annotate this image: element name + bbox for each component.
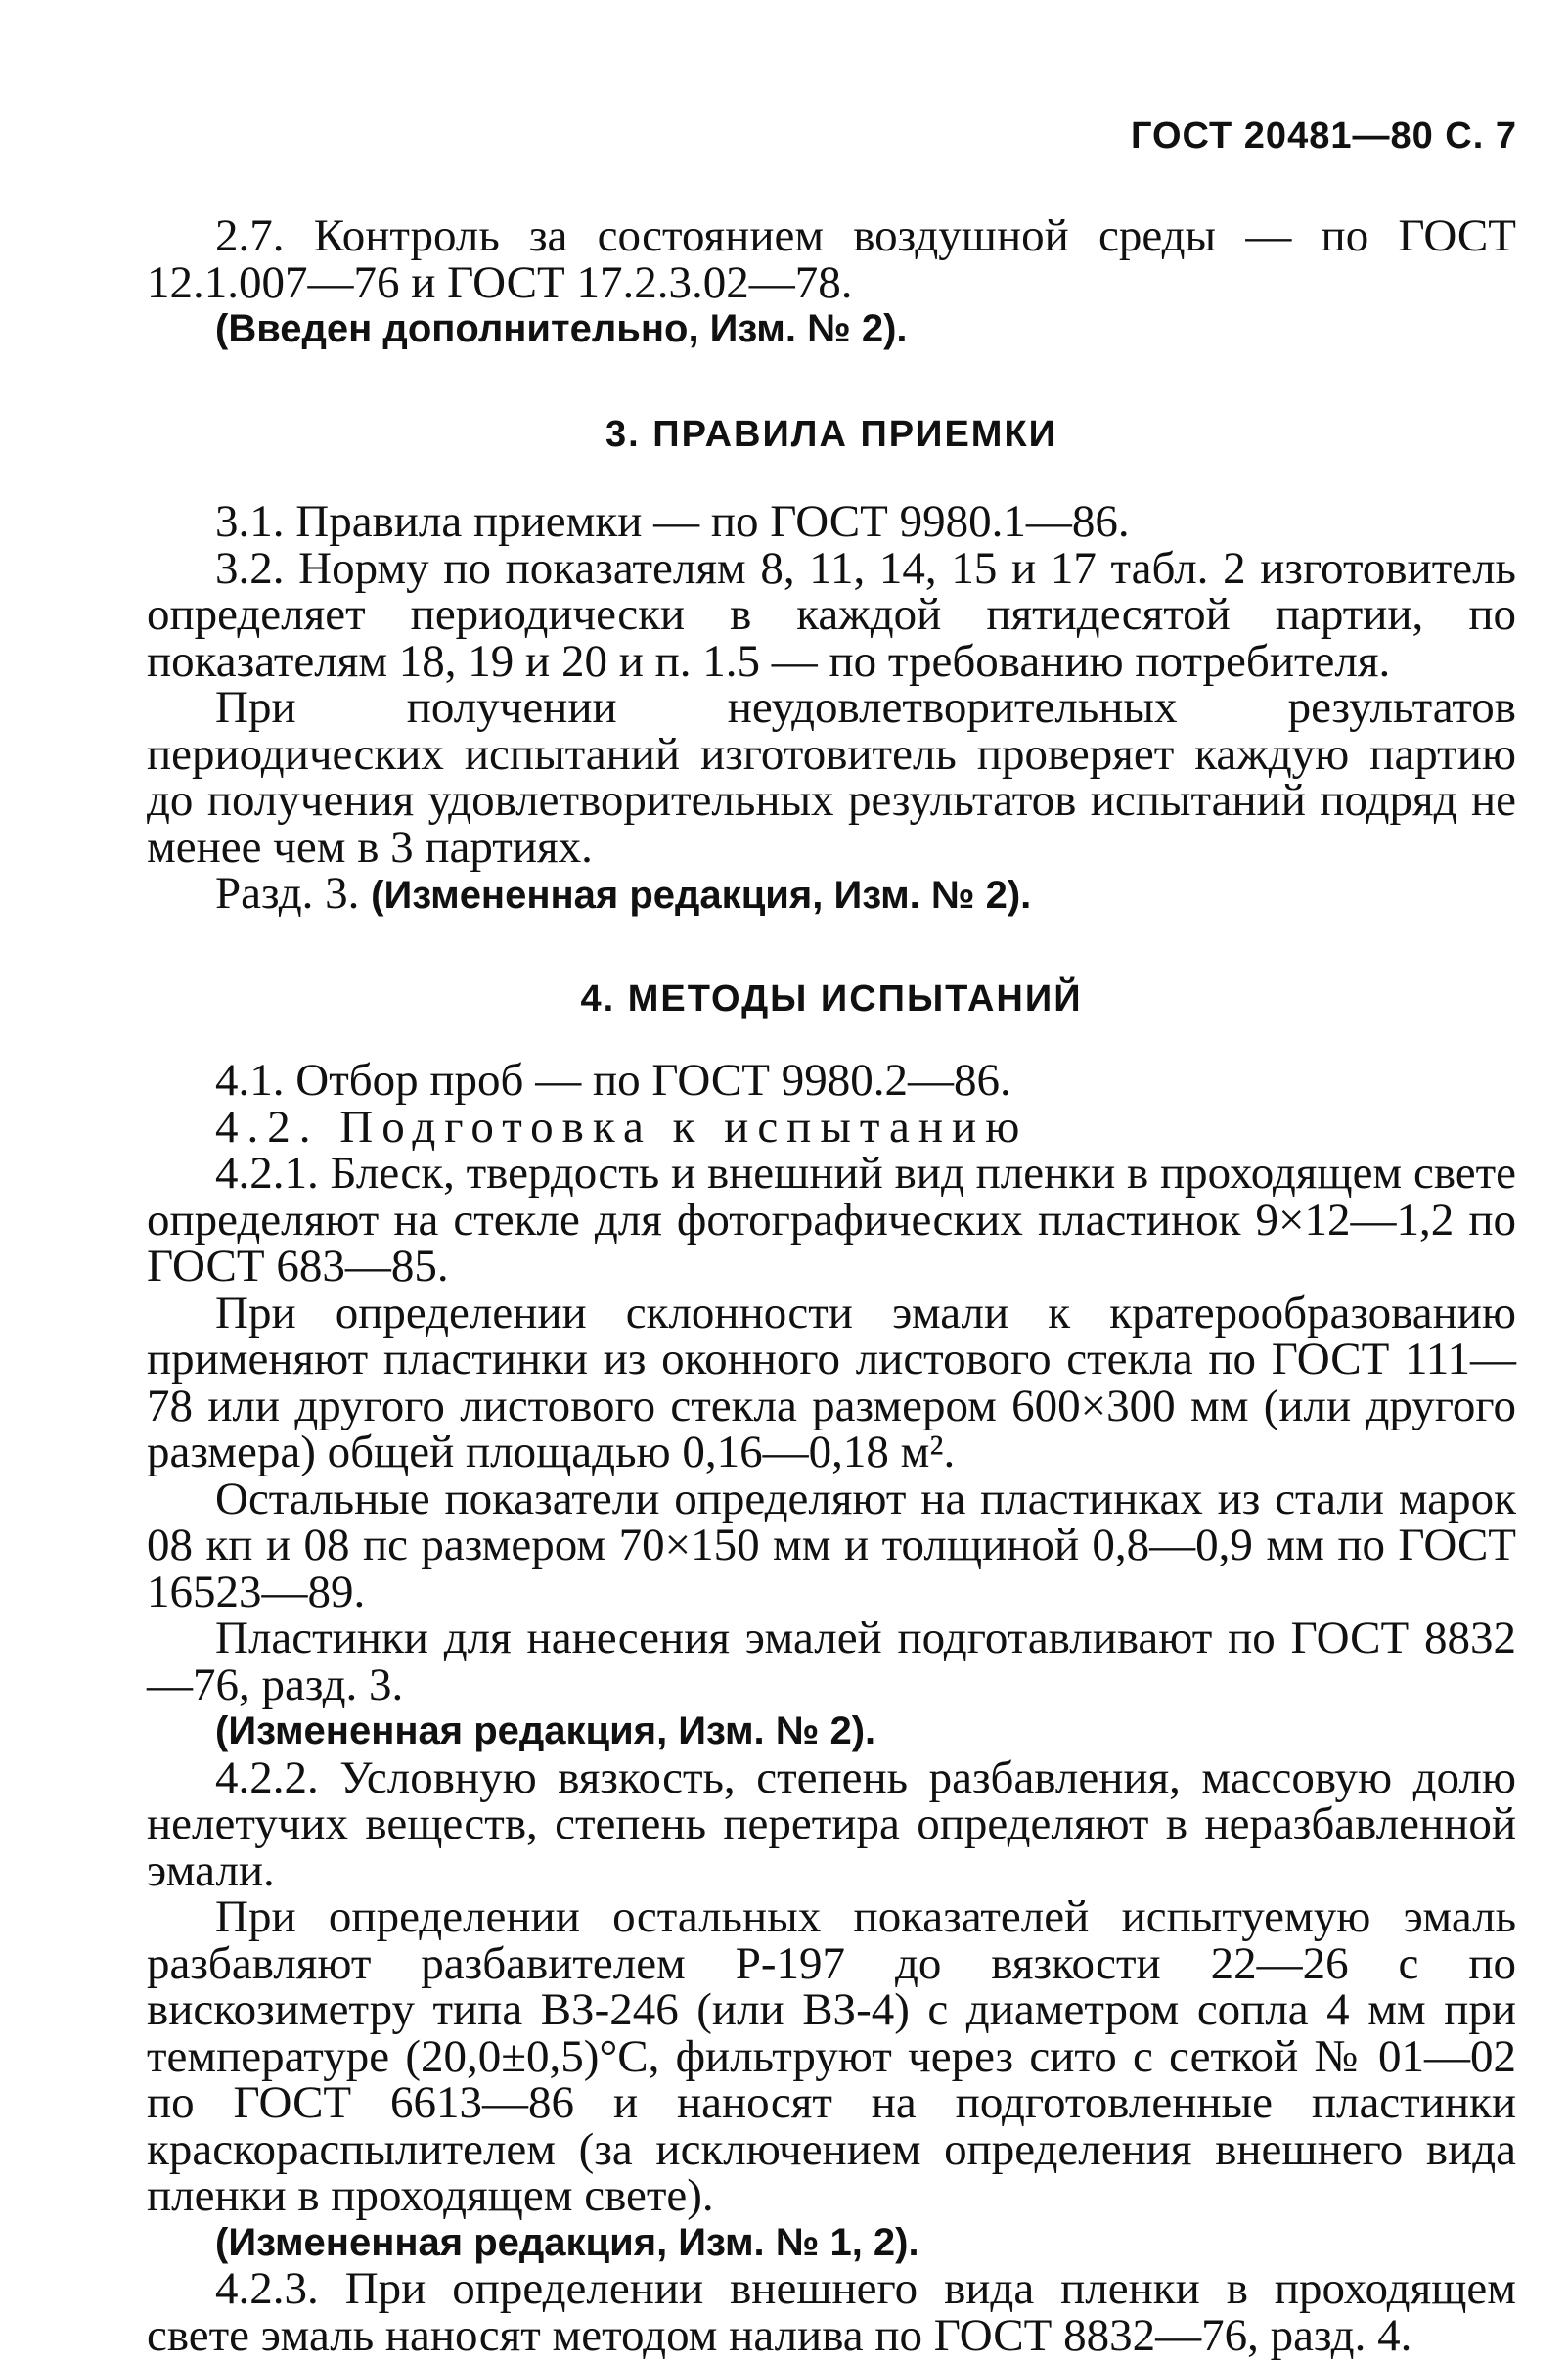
paragraph-4-2-heading: 4.2. Подготовка к испытанию [215,1101,1029,1153]
page-header: ГОСТ 20481—80 С. 7 [1130,115,1517,157]
amendment-note-4-2-2: (Измененная редакция, Изм. № 1, 2). [215,2220,919,2264]
section-3-title: 3. ПРАВИЛА ПРИЕМКИ [605,413,1057,455]
paragraph-4-2-2: 4.2.2. Условную вязкость, степень разбавления, массовую долю нелетучих веществ, степень перетира определяют в неразбавленной эмали. [147,1751,1516,1896]
paragraph-4-2-1-steel: Остальные показатели определяют на пластинках из стали марок 08 кп и 08 пс размером 70×150 мм и толщиной 0,8—0,9 мм по ГОСТ 16523—89. [147,1473,1516,1617]
note-text: (Измененная редакция, Изм. № 2). [371,874,1032,917]
paragraph-4-2-1: 4.2.1. Блеск, твердость и внешний вид пленки в проходящем свете определяют на стекле для фотографических пластинок 9×12—1,2 по ГОСТ 683—85. [147,1148,1516,1292]
note-prefix: Разд. 3. [215,868,360,919]
spacer [147,920,1516,976]
spacer [147,458,1516,499]
paragraph-4-2-3: 4.2.3. При определении внешнего вида пленки в проходящем свете эмаль наносят методом налива по ГОСТ 8832—76, разд. 4. [147,2263,1516,2361]
spacer [147,353,1516,412]
paragraph-4-2-1-prep: Пластинки для нанесения эмалей подготавливают по ГОСТ 8832—76, разд. 3. [147,1612,1516,1710]
document-body [147,210,1516,2361]
paragraph-4-1: 4.1. Отбор проб — по ГОСТ 9980.2—86. [215,1055,1011,1106]
spacer [147,1022,1516,1058]
paragraph-3-1: 3.1. Правила приемки — по ГОСТ 9980.1—86. [215,496,1130,547]
amendment-note-section-3 [147,868,1516,920]
paragraph-2-7: 2.7. Контроль за состоянием воздушной среды — по ГОСТ 12.1.007—76 и ГОСТ 17.2.3.02—78. [147,210,1516,308]
amendment-note-2-7: (Введен дополнительно, Изм. № 2). [215,307,908,350]
section-4-title: 4. МЕТОДЫ ИСПЫТАНИЙ [580,977,1083,1020]
paragraph-4-2-1-glass: При определении склонности эмали к кратерообразованию применяют пластинки из оконного листового стекла по ГОСТ 111—78 или другого листового стекла размером 600×300 мм (или другого размера) общей площадью 0,16—0,18 м². [147,1287,1516,1477]
paragraph-3-2-continued: При получении неудовлетворительных результатов периодических испытаний изготовитель проверяет каждую партию до получения удовлетворительных результатов испытаний подряд не менее чем в 3 партиях. [147,682,1516,873]
amendment-note-4-2-1: (Измененная редакция, Изм. № 2). [215,1709,876,1752]
paragraph-3-2: 3.2. Норму по показателям 8, 11, 14, 15 и 17 табл. 2 изготовитель определяет периодически в каждой пятидесятой партии, по показателям 18, 19 и 20 и п. 1.5 — по требованию потребителя. [147,542,1516,687]
paragraph-4-2-2-dilution: При определении остальных показателей испытуемую эмаль разбавляют разбавителем Р-197 до вязкости 22—26 с по вискозиметру типа ВЗ-246 (или ВЗ-4) с диаметром сопла 4 мм при температуре (20,0±0,5)°С, фильтруют через сито с сеткой № 01—02 по ГОСТ 6613—86 и наносят на подготовленные пластинки краскораспылителем (за исключением определения внешнего вида пленки в проходящем свете). [147,1891,1516,2221]
